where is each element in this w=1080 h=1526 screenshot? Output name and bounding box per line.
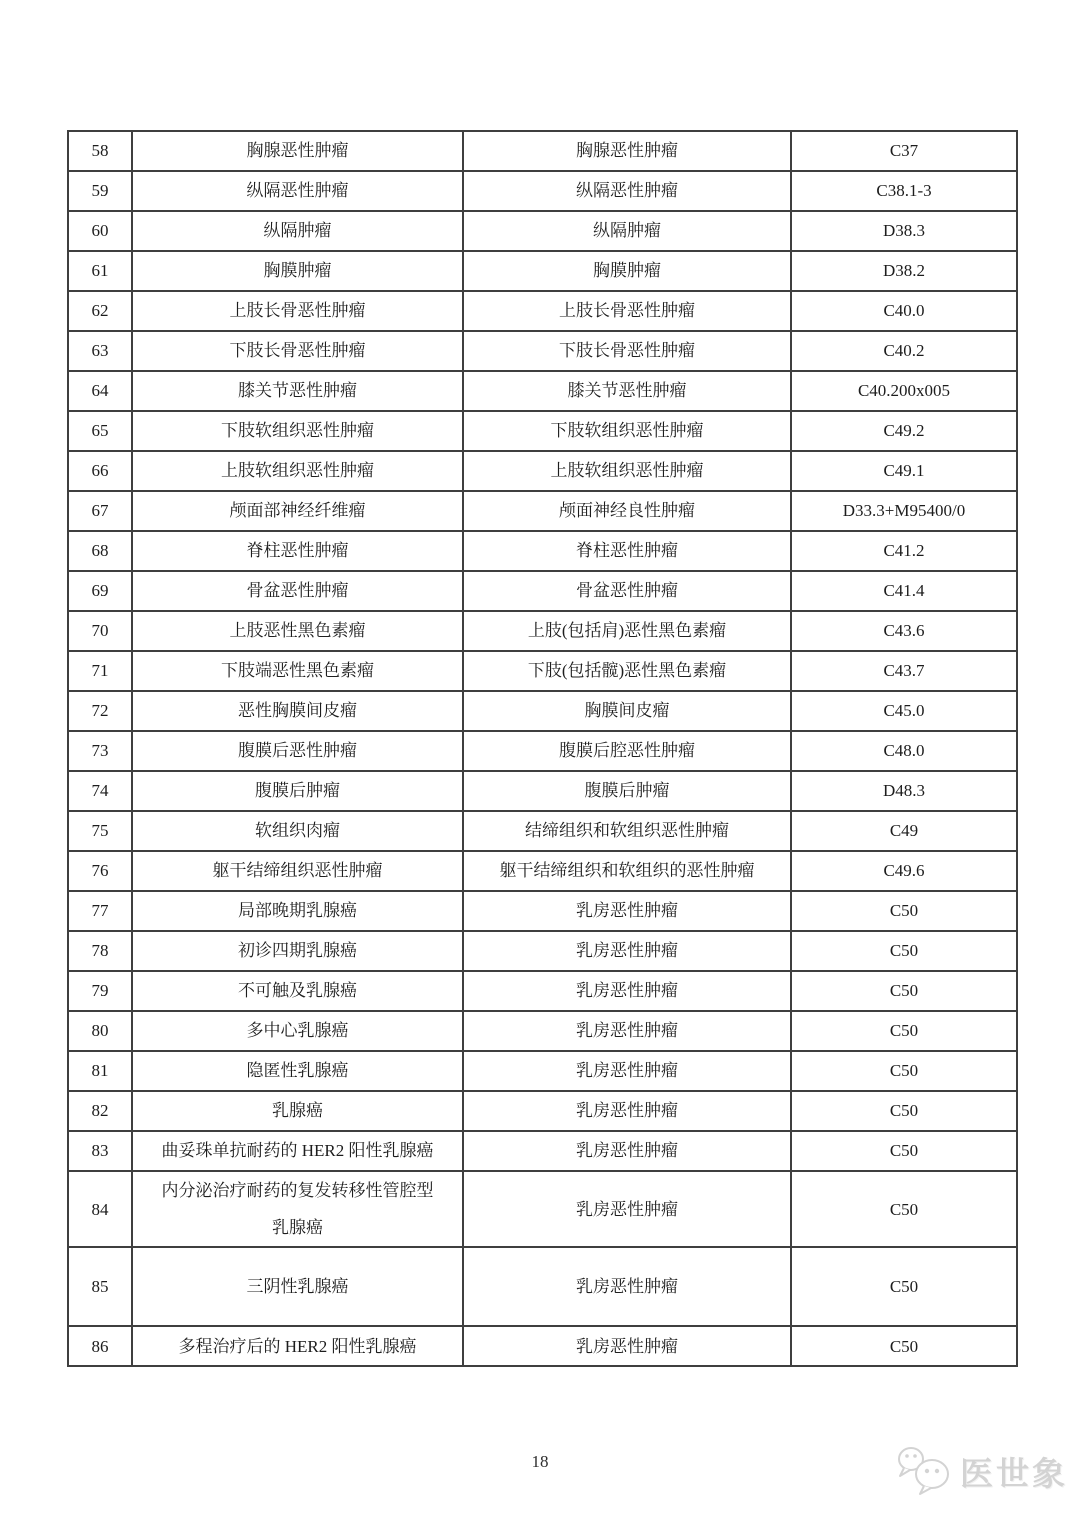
table-row	[68, 811, 1017, 851]
row-number-cell: 74	[68, 771, 132, 811]
table-row	[68, 411, 1017, 451]
standard-disease-name-cell: 下肢(包括髋)恶性黑色素瘤	[463, 651, 791, 691]
disease-name-cell: 上肢软组织恶性肿瘤	[132, 451, 463, 491]
standard-disease-name-cell: 结缔组织和软组织恶性肿瘤	[463, 811, 791, 851]
icd-code-cell: C41.4	[791, 571, 1017, 611]
row-number-cell: 77	[68, 891, 132, 931]
table-body	[68, 131, 1017, 1366]
standard-disease-name-cell: 颅面神经良性肿瘤	[463, 491, 791, 531]
icd-code-cell: C50	[791, 1091, 1017, 1131]
icd-code-cell: C49.1	[791, 451, 1017, 491]
disease-name-cell: 颅面部神经纤维瘤	[132, 491, 463, 531]
icd-code-cell: C49.2	[791, 411, 1017, 451]
standard-disease-name-cell: 膝关节恶性肿瘤	[463, 371, 791, 411]
icd-code-cell: C50	[791, 1326, 1017, 1366]
disease-name-cell: 下肢长骨恶性肿瘤	[132, 331, 463, 371]
standard-disease-name-cell: 骨盆恶性肿瘤	[463, 571, 791, 611]
icd-code-cell: C50	[791, 891, 1017, 931]
table-row	[68, 491, 1017, 531]
disease-name-cell: 局部晚期乳腺癌	[132, 891, 463, 931]
standard-disease-name-cell: 胸膜肿瘤	[463, 251, 791, 291]
standard-disease-name-cell: 乳房恶性肿瘤	[463, 1051, 791, 1091]
table-row	[68, 731, 1017, 771]
table-row	[68, 211, 1017, 251]
standard-disease-name-cell: 乳房恶性肿瘤	[463, 1091, 791, 1131]
disease-name-cell: 腹膜后恶性肿瘤	[132, 731, 463, 771]
icd-code-cell: C50	[791, 971, 1017, 1011]
row-number-cell: 71	[68, 651, 132, 691]
standard-disease-name-cell: 上肢(包括肩)恶性黑色素瘤	[463, 611, 791, 651]
table-row	[68, 851, 1017, 891]
row-number-cell: 72	[68, 691, 132, 731]
row-number-cell: 65	[68, 411, 132, 451]
row-number-cell: 73	[68, 731, 132, 771]
standard-disease-name-cell: 乳房恶性肿瘤	[463, 971, 791, 1011]
icd-code-cell: C38.1-3	[791, 171, 1017, 211]
icd-code-cell: C40.200x005	[791, 371, 1017, 411]
table-row	[68, 1326, 1017, 1366]
disease-name-cell: 腹膜后肿瘤	[132, 771, 463, 811]
icd-code-cell: C50	[791, 1011, 1017, 1051]
table-row	[68, 651, 1017, 691]
standard-disease-name-cell: 胸腺恶性肿瘤	[463, 131, 791, 171]
row-number-cell: 76	[68, 851, 132, 891]
table-row	[68, 971, 1017, 1011]
standard-disease-name-cell: 乳房恶性肿瘤	[463, 891, 791, 931]
disease-name-cell: 下肢端恶性黑色素瘤	[132, 651, 463, 691]
disease-name-cell: 躯干结缔组织恶性肿瘤	[132, 851, 463, 891]
table-row	[68, 891, 1017, 931]
row-number-cell: 78	[68, 931, 132, 971]
standard-disease-name-cell: 乳房恶性肿瘤	[463, 1131, 791, 1171]
disease-name-cell: 乳腺癌	[132, 1091, 463, 1131]
standard-disease-name-cell: 纵隔恶性肿瘤	[463, 171, 791, 211]
disease-name-cell: 内分泌治疗耐药的复发转移性管腔型乳腺癌	[132, 1171, 463, 1247]
row-number-cell: 58	[68, 131, 132, 171]
row-number-cell: 80	[68, 1011, 132, 1051]
disease-name-cell: 上肢长骨恶性肿瘤	[132, 291, 463, 331]
row-number-cell: 79	[68, 971, 132, 1011]
icd-code-cell: D38.3	[791, 211, 1017, 251]
table-row	[68, 691, 1017, 731]
table-row	[68, 531, 1017, 571]
standard-disease-name-cell: 乳房恶性肿瘤	[463, 1247, 791, 1326]
row-number-cell: 83	[68, 1131, 132, 1171]
row-number-cell: 69	[68, 571, 132, 611]
standard-disease-name-cell: 纵隔肿瘤	[463, 211, 791, 251]
disease-name-cell: 骨盆恶性肿瘤	[132, 571, 463, 611]
icd-code-cell: D33.3+M95400/0	[791, 491, 1017, 531]
standard-disease-name-cell: 乳房恶性肿瘤	[463, 1011, 791, 1051]
row-number-cell: 64	[68, 371, 132, 411]
icd-code-cell: C45.0	[791, 691, 1017, 731]
standard-disease-name-cell: 上肢长骨恶性肿瘤	[463, 291, 791, 331]
row-number-cell: 61	[68, 251, 132, 291]
table-row	[68, 1171, 1017, 1247]
icd-code-cell: C43.6	[791, 611, 1017, 651]
table-row	[68, 611, 1017, 651]
standard-disease-name-cell: 下肢软组织恶性肿瘤	[463, 411, 791, 451]
table-row	[68, 291, 1017, 331]
disease-name-cell: 三阴性乳腺癌	[132, 1247, 463, 1326]
disease-name-cell: 恶性胸膜间皮瘤	[132, 691, 463, 731]
disease-name-cell: 软组织肉瘤	[132, 811, 463, 851]
wechat-bubbles-icon	[895, 1445, 953, 1497]
table-row	[68, 1051, 1017, 1091]
table-row	[68, 171, 1017, 211]
row-number-cell: 85	[68, 1247, 132, 1326]
standard-disease-name-cell: 腹膜后肿瘤	[463, 771, 791, 811]
icd-code-cell: D38.2	[791, 251, 1017, 291]
table-row	[68, 1091, 1017, 1131]
disease-name-cell: 多中心乳腺癌	[132, 1011, 463, 1051]
row-number-cell: 84	[68, 1171, 132, 1247]
disease-name-cell: 下肢软组织恶性肿瘤	[132, 411, 463, 451]
disease-name-cell: 纵隔恶性肿瘤	[132, 171, 463, 211]
icd-code-cell: C50	[791, 1131, 1017, 1171]
icd-code-cell: C37	[791, 131, 1017, 171]
standard-disease-name-cell: 躯干结缔组织和软组织的恶性肿瘤	[463, 851, 791, 891]
disease-name-cell: 胸腺恶性肿瘤	[132, 131, 463, 171]
row-number-cell: 82	[68, 1091, 132, 1131]
standard-disease-name-cell: 胸膜间皮瘤	[463, 691, 791, 731]
disease-code-table	[67, 130, 1018, 1367]
disease-name-cell: 脊柱恶性肿瘤	[132, 531, 463, 571]
row-number-cell: 62	[68, 291, 132, 331]
table-row	[68, 931, 1017, 971]
disease-name-cell: 上肢恶性黑色素瘤	[132, 611, 463, 651]
table-row	[68, 251, 1017, 291]
row-number-cell: 70	[68, 611, 132, 651]
table-row	[68, 371, 1017, 411]
row-number-cell: 60	[68, 211, 132, 251]
standard-disease-name-cell: 腹膜后腔恶性肿瘤	[463, 731, 791, 771]
row-number-cell: 75	[68, 811, 132, 851]
watermark-text: 医世象	[960, 1454, 1068, 1492]
disease-name-cell: 膝关节恶性肿瘤	[132, 371, 463, 411]
disease-name-cell: 纵隔肿瘤	[132, 211, 463, 251]
page-number: 18	[531, 1452, 549, 1471]
table-row	[68, 1247, 1017, 1326]
icd-code-cell: C48.0	[791, 731, 1017, 771]
icd-code-cell: C41.2	[791, 531, 1017, 571]
icd-code-cell: C50	[791, 1051, 1017, 1091]
icd-code-cell: C50	[791, 1247, 1017, 1326]
row-number-cell: 63	[68, 331, 132, 371]
table-row	[68, 131, 1017, 171]
row-number-cell: 59	[68, 171, 132, 211]
table-row	[68, 771, 1017, 811]
disease-name-cell: 多程治疗后的 HER2 阳性乳腺癌	[132, 1326, 463, 1366]
icd-code-cell: C43.7	[791, 651, 1017, 691]
row-number-cell: 81	[68, 1051, 132, 1091]
table-row	[68, 571, 1017, 611]
icd-code-cell: C50	[791, 931, 1017, 971]
row-number-cell: 66	[68, 451, 132, 491]
row-number-cell: 67	[68, 491, 132, 531]
table-row	[68, 1011, 1017, 1051]
row-number-cell: 86	[68, 1326, 132, 1366]
standard-disease-name-cell: 下肢长骨恶性肿瘤	[463, 331, 791, 371]
standard-disease-name-cell: 乳房恶性肿瘤	[463, 1326, 791, 1366]
disease-name-cell: 不可触及乳腺癌	[132, 971, 463, 1011]
icd-code-cell: D48.3	[791, 771, 1017, 811]
table-row	[68, 451, 1017, 491]
icd-code-cell: C50	[791, 1171, 1017, 1247]
standard-disease-name-cell: 乳房恶性肿瘤	[463, 1171, 791, 1247]
table-row	[68, 331, 1017, 371]
row-number-cell: 68	[68, 531, 132, 571]
disease-name-cell: 曲妥珠单抗耐药的 HER2 阳性乳腺癌	[132, 1131, 463, 1171]
standard-disease-name-cell: 上肢软组织恶性肿瘤	[463, 451, 791, 491]
disease-name-cell: 胸膜肿瘤	[132, 251, 463, 291]
icd-code-cell: C40.2	[791, 331, 1017, 371]
standard-disease-name-cell: 乳房恶性肿瘤	[463, 931, 791, 971]
icd-code-cell: C49	[791, 811, 1017, 851]
icd-code-cell: C49.6	[791, 851, 1017, 891]
disease-name-cell: 初诊四期乳腺癌	[132, 931, 463, 971]
standard-disease-name-cell: 脊柱恶性肿瘤	[463, 531, 791, 571]
icd-code-cell: C40.0	[791, 291, 1017, 331]
disease-name-cell: 隐匿性乳腺癌	[132, 1051, 463, 1091]
table-row	[68, 1131, 1017, 1171]
brand-watermark	[895, 1445, 1068, 1497]
